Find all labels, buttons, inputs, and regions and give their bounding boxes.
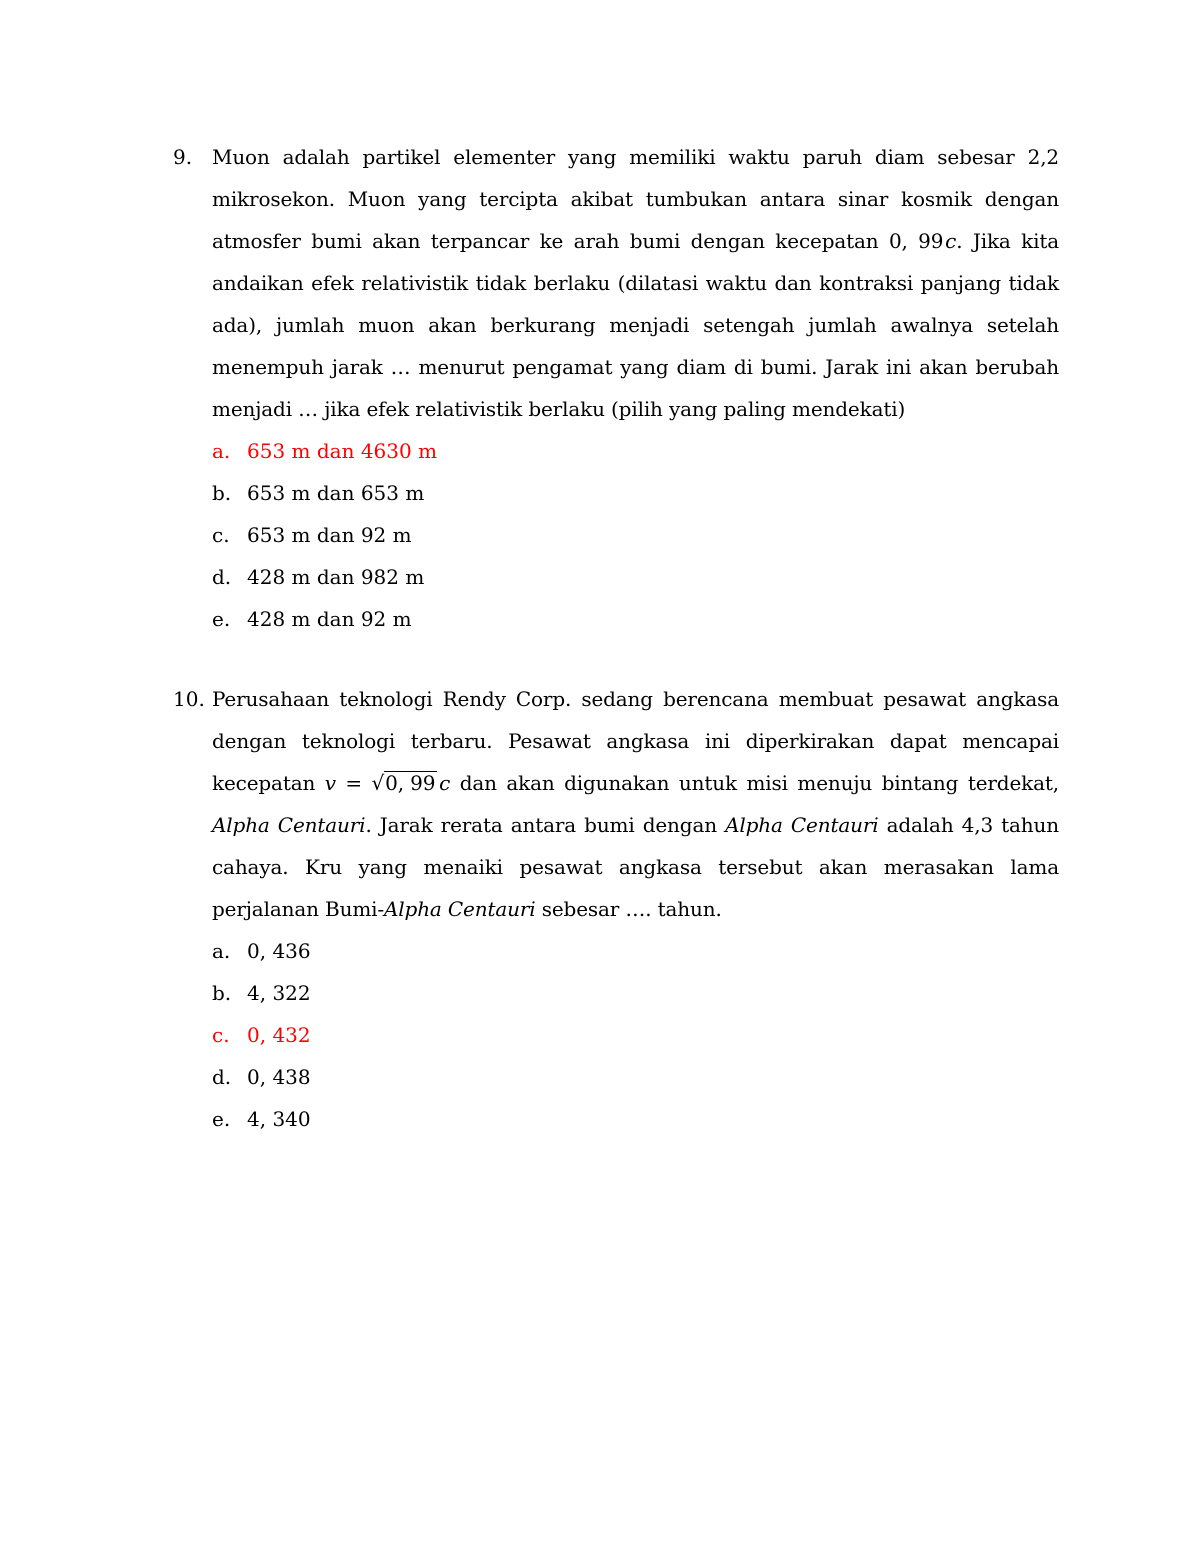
answer-option-e[interactable] [212,598,1059,640]
question-text-part: . Jarak rerata antara bumi dengan [365,813,726,837]
option-text: 653 m dan 92 m [247,523,412,547]
question-text-part: adalah 4,3 tahun cahaya. Kru yang menaiki pesawat angkasa tersebut akan merasakan lama perjalanan Bumi- [212,813,1059,921]
square-root [372,762,438,804]
option-text: 428 m dan 982 m [247,565,425,589]
option-text: 653 m dan 4630 m [247,439,438,463]
option-text: 0, 438 [247,1065,311,1089]
answer-option-c[interactable] [212,1014,1059,1056]
option-text: 4, 322 [247,981,311,1005]
question-text-part: Perusahaan teknologi Rendy Corp. sedang berencana membuat pesawat angkasa dengan teknologi terbaru. Pesawat angkasa ini diperkirakan dapat mencapai kecepatan [212,687,1059,795]
question-text [212,678,1059,930]
radical-icon: √ [371,771,385,795]
answer-options [212,430,1059,640]
option-text: 0, 432 [247,1023,311,1047]
option-text: 428 m dan 92 m [247,607,412,631]
answer-option-b[interactable] [212,972,1059,1014]
answer-option-b[interactable] [212,472,1059,514]
question-text [212,136,1059,430]
option-letter: a. [212,939,231,963]
option-text: 0, 436 [247,939,311,963]
question-text-part: Muon adalah partikel elementer yang memiliki waktu paruh diam sebesar 2,2 mikrosekon. Muon yang tercipta akibat tumbukan antara sinar kosmik dengan atmosfer bumi akan terpancar ke arah bumi dengan kecepatan [212,145,1059,253]
option-letter: a. [212,439,231,463]
question-text-part: sebesar …. tahun. [535,897,722,921]
sqrt-value: 0, 99 [385,771,436,795]
question-10-stem [173,678,1059,930]
star-name: Alpha Centauri [384,897,536,921]
speed-unit: c [439,771,451,795]
option-letter: e. [212,607,231,631]
option-letter: c. [212,1023,230,1047]
question-number: 9. [173,145,193,169]
equals-sign: = [345,771,363,795]
answer-option-e[interactable] [212,1098,1059,1140]
answer-option-d[interactable] [212,1056,1059,1098]
star-name: Alpha Centauri [725,813,879,837]
question-text-part: . Jika kita andaikan efek relativistik tidak berlaku (dilatasi waktu dan kontraksi panjang tidak ada), jumlah muon akan berkurang menjadi setengah jumlah awalnya setelah menempuh jarak … menurut pengamat yang diam di bumi. Jarak ini akan berubah menjadi … jika efek relativistik berlaku (pilih yang paling mendekati) [212,229,1059,421]
question-9 [173,136,1059,640]
question-number: 10. [173,687,205,711]
velocity-symbol: v [324,771,336,795]
answer-option-a[interactable] [212,430,1059,472]
option-letter: e. [212,1107,231,1131]
option-letter: b. [212,481,232,505]
question-10 [173,678,1059,1140]
speed-value: 0, 99 [888,229,944,253]
answer-options [212,930,1059,1140]
star-name: Alpha Centauri [212,813,366,837]
answer-option-c[interactable] [212,514,1059,556]
speed-unit: c [945,229,957,253]
question-9-stem [173,136,1059,430]
option-letter: c. [212,523,230,547]
option-text: 4, 340 [247,1107,311,1131]
option-letter: d. [212,1065,232,1089]
question-text-part: dan akan digunakan untuk misi menuju bintang terdekat, [450,771,1059,795]
answer-option-a[interactable] [212,930,1059,972]
option-text: 653 m dan 653 m [247,481,425,505]
option-letter: b. [212,981,232,1005]
answer-option-d[interactable] [212,556,1059,598]
option-letter: d. [212,565,232,589]
